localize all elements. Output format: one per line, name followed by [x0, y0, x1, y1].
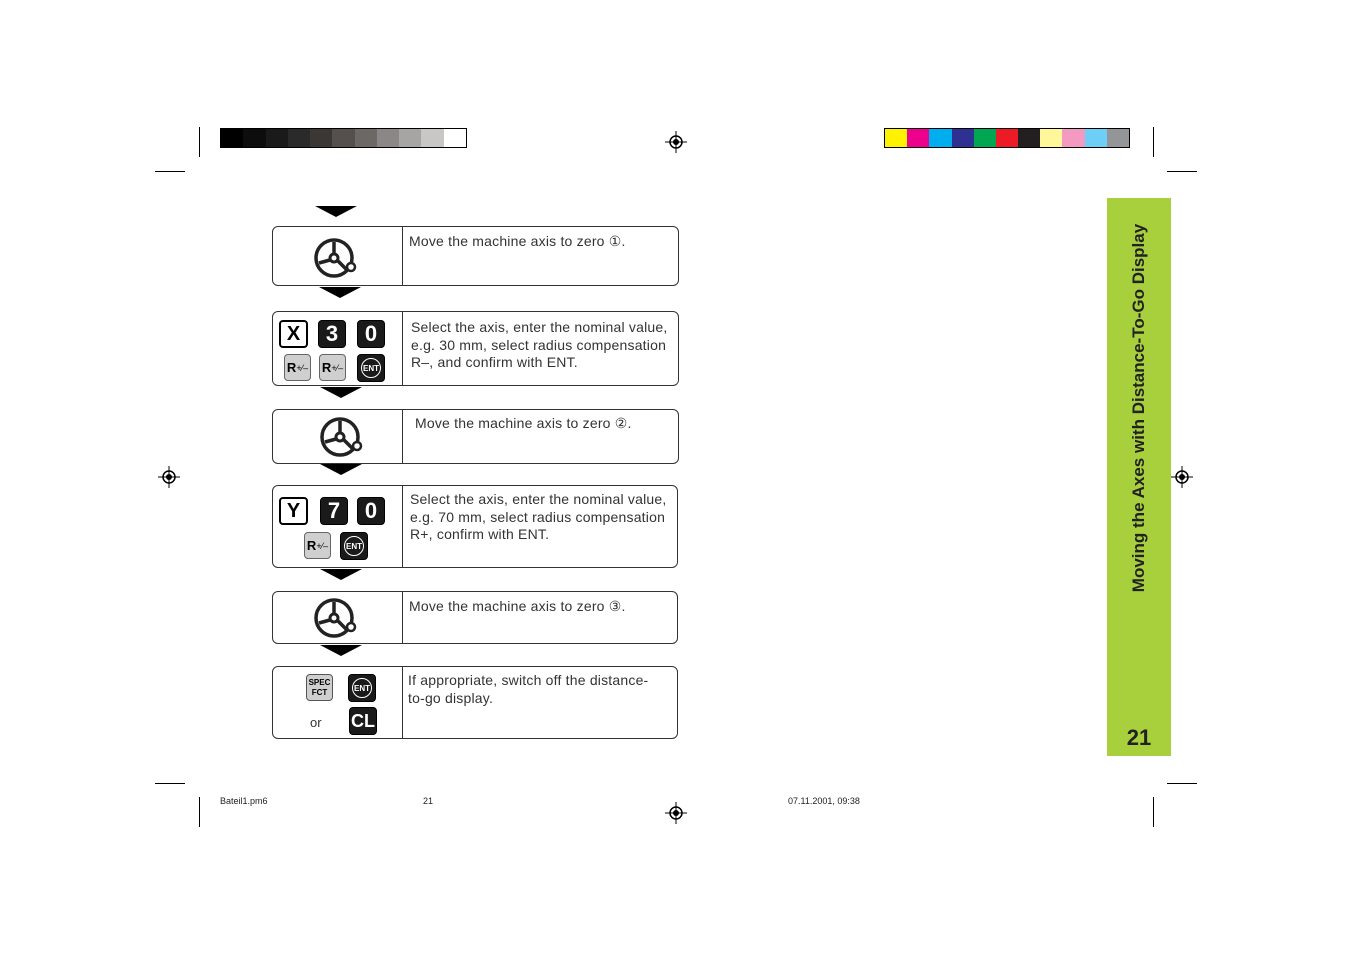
gray-swatch — [399, 129, 421, 147]
step-divider — [402, 667, 403, 738]
plus-minus-icon: +⁄– — [331, 362, 344, 373]
radius-key-label: R — [306, 538, 317, 553]
step-6-text: If appropriate, switch off the distance-to-go display. — [408, 672, 649, 706]
color-swatch — [1018, 129, 1040, 147]
gray-swatch — [288, 129, 310, 147]
ent-key — [348, 674, 376, 702]
ent-key-label: ENT — [352, 678, 372, 698]
digit-0-key: 0 — [357, 320, 385, 348]
flow-arrow — [319, 287, 361, 298]
step-5 — [272, 591, 678, 644]
color-swatch — [952, 129, 974, 147]
footer-datetime: 07.11.2001, 09:38 — [788, 796, 860, 806]
crop-mark — [1167, 171, 1197, 172]
digit-0-key: 0 — [357, 497, 385, 525]
step-2 — [272, 311, 679, 386]
handwheel-icon — [314, 597, 358, 639]
spec-fct-label-line2: FCT — [311, 687, 328, 697]
color-swatch — [885, 129, 907, 147]
digit-7-key: 7 — [320, 497, 348, 525]
crop-mark — [155, 783, 185, 784]
gray-swatch — [243, 129, 265, 147]
step-divider — [402, 312, 403, 385]
step-divider — [402, 227, 403, 285]
radius-compensation-key — [284, 354, 311, 381]
step-5-text: Move the machine axis to zero ③. — [409, 598, 626, 614]
grayscale-calibration-bar — [220, 128, 467, 148]
spec-fct-label-line1: SPEC — [308, 677, 331, 687]
crop-mark — [1153, 797, 1154, 827]
radius-key-label: R — [286, 360, 297, 375]
registration-mark-icon — [665, 131, 687, 153]
gray-swatch — [310, 129, 332, 147]
gray-swatch — [444, 129, 466, 147]
step-divider — [402, 486, 403, 567]
step-4-text: Select the axis, enter the nominal value, e.g. 70 mm, select radius compensation R+, confirm with ENT. — [410, 491, 667, 542]
flow-arrow — [320, 569, 362, 580]
handwheel-icon — [314, 237, 358, 279]
step-4 — [272, 485, 678, 568]
chapter-side-tab — [1107, 198, 1171, 756]
spec-fct-key — [306, 674, 333, 701]
flow-arrow — [315, 206, 357, 217]
footer-filename: Bateil1.pm6 — [220, 796, 268, 806]
ent-key — [357, 354, 385, 382]
step-divider — [402, 592, 403, 643]
color-swatch — [929, 129, 951, 147]
color-swatch — [1107, 129, 1129, 147]
step-6 — [272, 666, 678, 739]
flow-arrow — [320, 464, 362, 475]
gray-swatch — [221, 129, 243, 147]
gray-swatch — [266, 129, 288, 147]
handwheel-icon — [320, 416, 364, 458]
x-axis-key: X — [279, 320, 308, 348]
gray-swatch — [421, 129, 443, 147]
or-label: or — [310, 715, 322, 730]
step-1 — [272, 226, 679, 286]
page-number: 21 — [1126, 725, 1152, 750]
plus-minus-icon: +⁄– — [316, 540, 329, 551]
color-swatch — [1085, 129, 1107, 147]
crop-mark — [155, 171, 185, 172]
ent-key — [340, 532, 368, 560]
color-swatch — [996, 129, 1018, 147]
color-swatch — [1040, 129, 1062, 147]
ent-key-label: ENT — [344, 536, 364, 556]
step-3-text: Move the machine axis to zero ②. — [415, 415, 632, 431]
step-3 — [272, 409, 679, 464]
crop-mark — [1153, 127, 1154, 157]
plus-minus-icon: +⁄– — [296, 362, 309, 373]
color-swatch — [907, 129, 929, 147]
registration-mark-icon — [665, 802, 687, 824]
registration-mark-icon — [1171, 466, 1193, 488]
gray-swatch — [355, 129, 377, 147]
flow-arrow — [320, 387, 362, 398]
crop-mark — [1167, 783, 1197, 784]
flow-arrow — [320, 645, 362, 656]
radius-compensation-key — [319, 354, 346, 381]
crop-mark — [199, 797, 200, 827]
crop-mark — [199, 127, 200, 157]
color-calibration-bar — [884, 128, 1130, 148]
gray-swatch — [377, 129, 399, 147]
y-axis-key: Y — [279, 497, 308, 525]
chapter-title: Moving the Axes with Distance-To-Go Display — [1129, 223, 1148, 593]
step-2-text: Select the axis, enter the nominal value, e.g. 30 mm, select radius compensation R–, and confirm with ENT. — [411, 319, 668, 370]
color-swatch — [1062, 129, 1084, 147]
radius-key-label: R — [321, 360, 332, 375]
step-1-text: Move the machine axis to zero ①. — [409, 233, 626, 249]
registration-mark-icon — [158, 466, 180, 488]
step-divider — [402, 410, 403, 463]
gray-swatch — [332, 129, 354, 147]
ent-key-label: ENT — [361, 358, 381, 378]
color-swatch — [974, 129, 996, 147]
footer-page: 21 — [423, 796, 434, 806]
digit-3-key: 3 — [318, 320, 346, 348]
clear-key: CL — [349, 707, 377, 735]
radius-compensation-key — [304, 532, 331, 559]
